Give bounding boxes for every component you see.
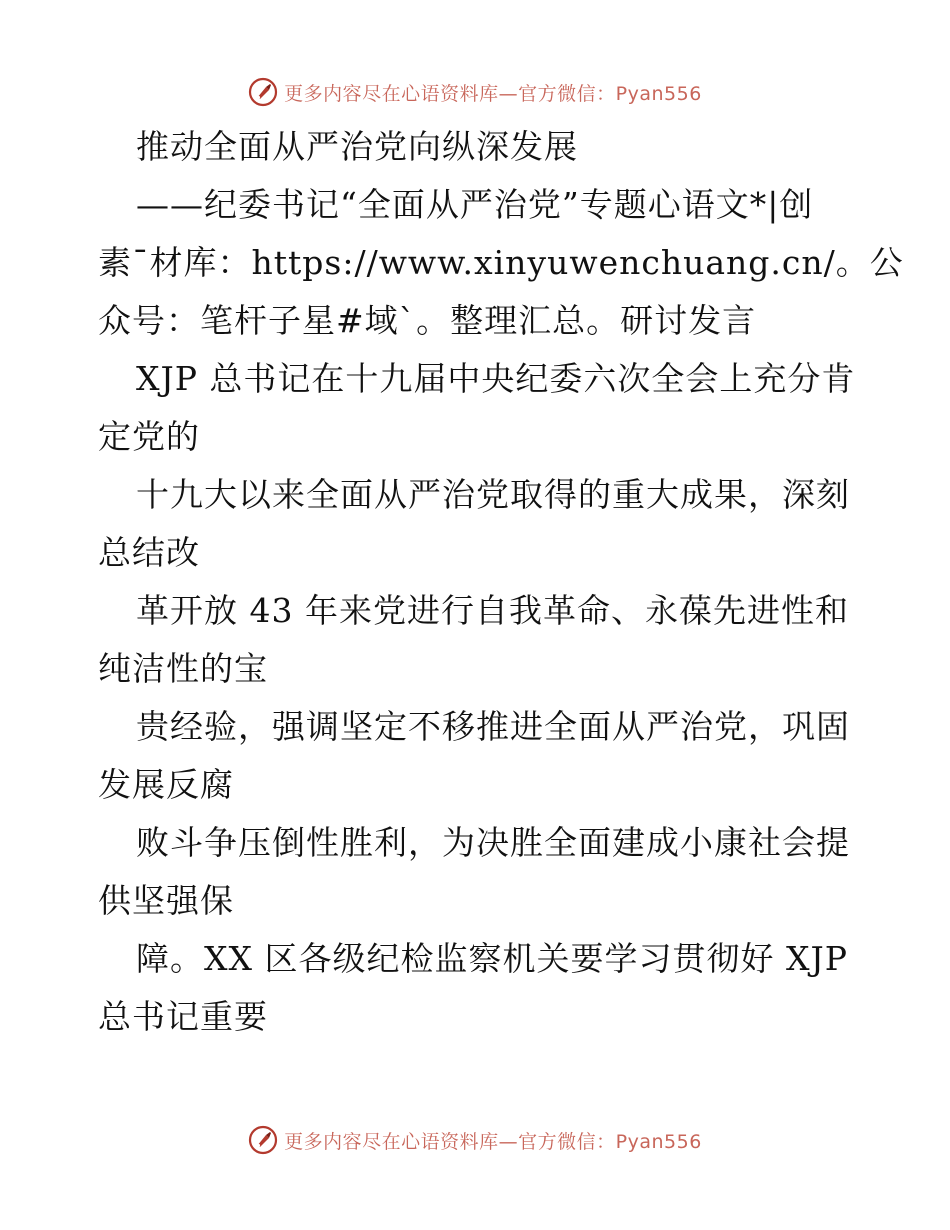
text-line: 革开放 43 年来党进行自我革命、永葆先进性和 (136, 591, 849, 630)
header-watermark (0, 72, 950, 112)
text-line: 总书记重要 (98, 997, 268, 1036)
text-line: 障。XX 区各级纪检监察机关要学习贯彻好 XJP (136, 939, 848, 978)
document-title: 推动全面从严治党向纵深发展 (136, 127, 578, 166)
text-line: 发展反腐 (98, 765, 234, 804)
text-line: 供坚强保 (98, 881, 234, 920)
watermark-text: 更多内容尽在心语资料库—官方微信：Pyan556 (284, 82, 702, 105)
pen-nib-logo-icon (248, 1125, 278, 1155)
text-line: 定党的 (98, 417, 200, 456)
text-line: 纯洁性的宝 (98, 649, 268, 688)
text-line: 众号：笔杆子星#域`。整理汇总。研讨发言 (98, 301, 757, 340)
watermark-text: 更多内容尽在心语资料库—官方微信：Pyan556 (284, 1130, 702, 1153)
text-line: 总结改 (98, 533, 200, 572)
document-body (98, 118, 904, 1046)
text-line: 素¯材库：https://www.xinyuwenchuang.cn/。公 (98, 243, 904, 282)
document-subtitle: ——纪委书记“全面从严治党”专题心语文*|创 (136, 185, 814, 224)
text-line: 败斗争压倒性胜利，为决胜全面建成小康社会提 (136, 823, 850, 862)
text-line: XJP 总书记在十九届中央纪委六次全会上充分肯 (136, 359, 856, 398)
text-line: 贵经验，强调坚定不移推进全面从严治党，巩固 (136, 707, 850, 746)
pen-nib-logo-icon (248, 77, 278, 107)
footer-watermark (0, 1120, 950, 1160)
text-line: 十九大以来全面从严治党取得的重大成果，深刻 (136, 475, 850, 514)
